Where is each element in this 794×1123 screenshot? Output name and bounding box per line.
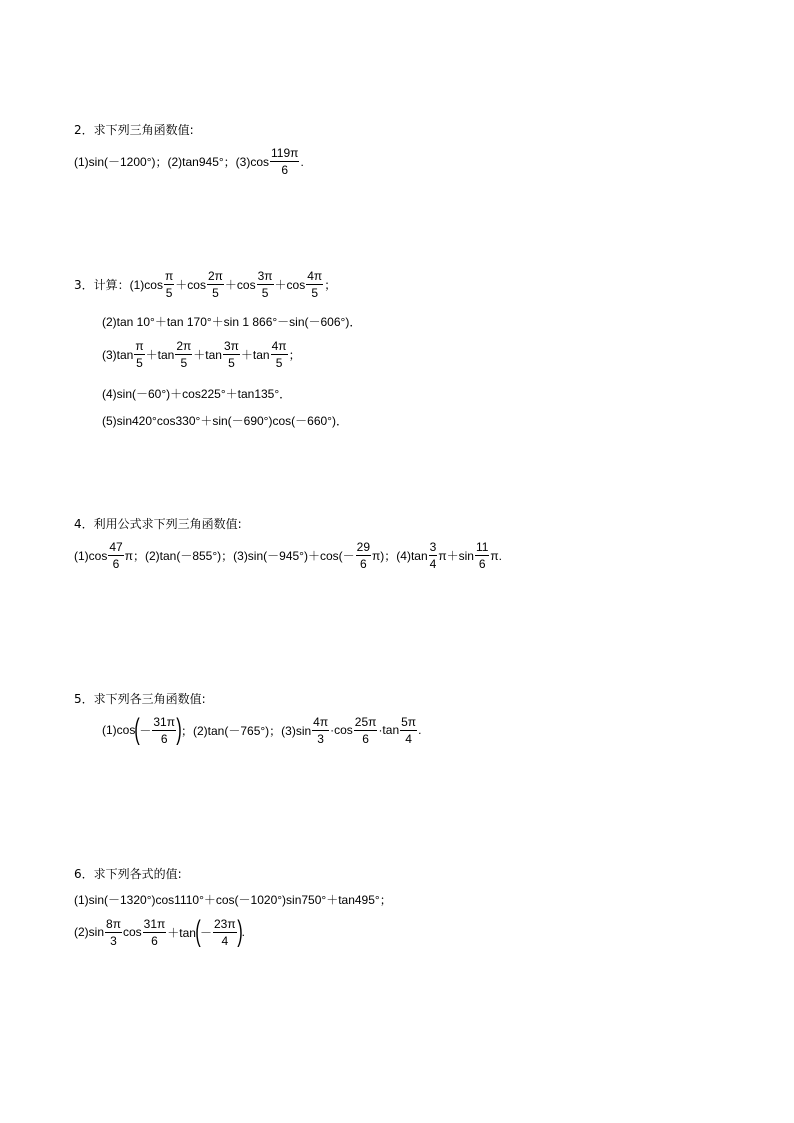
fraction-numerator: 3π <box>223 339 239 353</box>
fraction-numerator: 5π <box>401 714 417 729</box>
text-segment: ＋cos <box>224 278 256 292</box>
problem-4-title: 4．利用公式求下列三角函数值: <box>74 517 242 531</box>
problem-3-line-3 <box>102 340 301 369</box>
text-segment: (2)sin <box>74 925 105 939</box>
text-segment: π)；(4)tan <box>372 549 428 563</box>
text-segment: ·cos <box>330 723 353 737</box>
fraction <box>164 270 174 299</box>
fraction-denominator: 5 <box>271 354 288 369</box>
fraction <box>400 716 417 745</box>
text-segment: (3)tan <box>102 347 134 362</box>
text-segment: . <box>241 925 245 939</box>
fraction <box>213 918 237 947</box>
fraction <box>354 716 378 745</box>
fraction-denominator: 5 <box>257 284 274 299</box>
fraction-numerator: 4π <box>271 339 287 353</box>
fraction-denominator: 5 <box>306 284 323 299</box>
fraction-denominator: 3 <box>105 932 122 947</box>
fraction-denominator: 5 <box>223 354 240 369</box>
fraction <box>312 716 329 745</box>
problem-5-line-1 <box>102 715 421 745</box>
fraction <box>207 270 224 299</box>
text-segment: ＋tan <box>240 348 270 362</box>
problem-2-title: 2．求下列三角函数值: <box>74 123 194 137</box>
text-segment: ；(2)tan(－765°)；(3)sin <box>181 723 312 738</box>
text-segment: － <box>199 925 212 940</box>
fraction <box>257 270 274 299</box>
text-segment: ＋tan <box>145 348 175 362</box>
fraction-numerator: 8π <box>106 916 121 931</box>
text-segment: (1)cos <box>129 277 163 292</box>
fraction-denominator: 5 <box>136 356 143 370</box>
fraction-denominator: 5 <box>207 284 224 299</box>
fraction-denominator: 6 <box>475 555 489 570</box>
text-segment: π. <box>490 548 503 563</box>
fraction <box>152 716 176 745</box>
problem-6-line-2 <box>74 917 245 947</box>
fraction-numerator: 2π <box>176 339 192 353</box>
fraction <box>429 541 438 570</box>
fraction-denominator: 4 <box>400 730 417 745</box>
text-segment: π；(2)tan(－855°)；(3)sin(－945°)＋cos(－ <box>124 549 355 563</box>
problem-3-line-1 <box>74 270 336 299</box>
fraction-numerator: 3 <box>429 540 437 554</box>
left-parenthesis: ( <box>134 713 141 746</box>
fraction-denominator: 6 <box>354 730 378 745</box>
fraction-denominator: 4 <box>213 932 237 947</box>
fraction <box>475 541 489 570</box>
fraction-numerator: 4π <box>313 714 329 729</box>
text-segment: . <box>418 723 422 737</box>
text-segment: ＋cos <box>175 278 206 292</box>
fraction-denominator: 5 <box>175 354 192 369</box>
fraction-denominator: 6 <box>356 555 371 570</box>
left-parenthesis: ( <box>195 915 201 948</box>
fraction-numerator: 25π <box>354 714 377 729</box>
fraction-denominator: 4 <box>429 557 437 571</box>
fraction <box>270 147 299 176</box>
fraction-numerator: 47 <box>109 540 123 554</box>
text-segment: ＋tan <box>193 348 222 362</box>
problem-4-line-1 <box>74 541 502 570</box>
fraction <box>134 340 144 369</box>
fraction-denominator: 5 <box>165 286 173 300</box>
fraction <box>105 918 122 947</box>
text-segment: ； <box>288 348 301 362</box>
fraction-denominator: 6 <box>108 555 123 570</box>
text-segment: (1)sin(－1200°)；(2)tan945°；(3)cos <box>74 155 270 169</box>
fraction-numerator: 31π <box>143 916 166 931</box>
problem-3-line-4: (4)sin(－60°)＋cos225°＋tan135°． <box>102 387 292 401</box>
fraction <box>108 541 123 570</box>
text-segment: ＋cos <box>274 278 306 292</box>
problem-3-line-2: (2)tan 10°＋tan 170°＋sin 1 866°－sin(－606°)． <box>102 315 362 329</box>
fraction-numerator: 2π <box>207 269 223 283</box>
text-segment: cos <box>122 925 142 939</box>
fraction <box>223 340 240 369</box>
problem-5-title: 5．求下列各三角函数值: <box>74 692 206 706</box>
right-parenthesis: ) <box>236 915 243 948</box>
fraction-numerator: 31π <box>153 714 175 729</box>
fraction-numerator: 23π <box>214 916 236 931</box>
fraction-numerator: 3π <box>257 269 273 283</box>
fraction-numerator: 119π <box>271 146 299 160</box>
fraction-numerator: 11 <box>475 540 489 554</box>
text-segment: (1)cos <box>102 723 136 737</box>
fraction-numerator: 29 <box>356 540 370 554</box>
text-segment: (1)cos <box>74 548 108 563</box>
problem-6-line-1: (1)sin(－1320°)cos1110°＋cos(－1020°)sin750°＋tan495°； <box>74 893 392 907</box>
problem-3-title: 3．计算： <box>74 278 130 292</box>
text-segment: ； <box>324 278 337 292</box>
fraction <box>356 541 371 570</box>
fraction <box>306 270 323 299</box>
text-segment: ·tan <box>378 723 400 737</box>
text-segment: － <box>139 723 152 738</box>
fraction-denominator: 3 <box>312 730 329 745</box>
fraction-numerator: π <box>135 339 144 353</box>
problem-2-line-1 <box>74 147 304 176</box>
text-segment: . <box>300 154 304 169</box>
fraction <box>271 340 288 369</box>
fraction <box>175 340 192 369</box>
problem-6-title: 6．求下列各式的值: <box>74 867 182 881</box>
right-parenthesis: ) <box>176 713 182 746</box>
text-segment: π＋sin <box>438 549 474 563</box>
fraction-numerator: π <box>164 269 174 283</box>
fraction-numerator: 4π <box>307 269 323 283</box>
text-segment: ＋tan <box>167 925 196 940</box>
problem-3-line-5: (5)sin420°cos330°＋sin(－690°)cos(－660°)． <box>102 414 348 428</box>
fraction <box>143 918 167 947</box>
fraction-denominator: 6 <box>143 932 167 947</box>
fraction-denominator: 6 <box>270 161 299 176</box>
fraction-denominator: 6 <box>152 730 176 745</box>
